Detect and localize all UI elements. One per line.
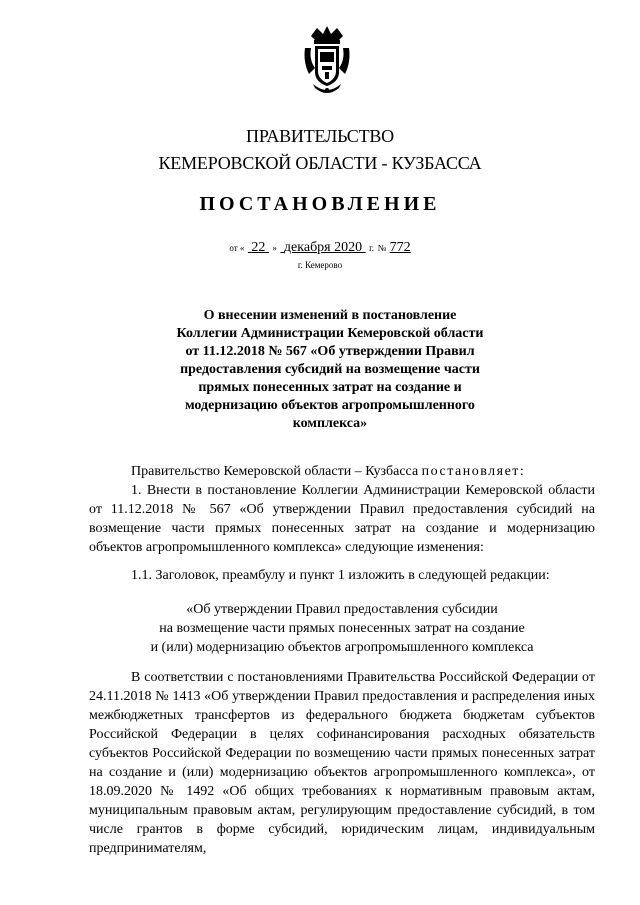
title-line: О внесении изменений в постановление [203, 308, 457, 323]
quote-line: «Об утверждении Правил предоставления субсидии [186, 602, 498, 617]
government-name-line1: ПРАВИТЕЛЬСТВО [246, 126, 394, 146]
dateline-from: от « [229, 243, 245, 253]
dateline-month-year: декабря 2020 [283, 240, 363, 255]
decree-dateline [0, 240, 640, 256]
quoted-title [89, 600, 595, 657]
title-line: предоставления субсидий на возмещение части [180, 362, 480, 377]
decree-heading: ПОСТАНОВЛЕНИЕ [199, 193, 441, 215]
item-1-1-paragraph: 1.1. Заголовок, преамбулу и пункт 1 изложить в следующей редакции: [131, 568, 550, 583]
resolution-word: постановляет: [421, 464, 526, 479]
title-line: прямых понесенных затрат на создание и [198, 380, 462, 395]
dateline-close-quote: » [272, 243, 277, 253]
preamble-paragraph: В соответствии с постановлениями Правительства Российской Федерации от 24.11.2018 № 1413 «Об утверждении Правил предоставления и распределения иных межбюджетных трансфертов из федерального бюджета бюджетам субъектов Российской Федерации в целях софинансирования расходных обязательств субъектов Российской Федерации по возмещению части прямых понесенных затрат на создание и (или) модернизацию объектов агропромышленного комплекса», от 18.09.2020 № 1492 «Об общих требованиях к нормативным правовым актам, муниципальным правовым актам, регулирующим предоставление субсидий, в том числе грантов в форме субсидий, юридическим лицам, индивидуальным предпринимателям, [89, 670, 595, 856]
title-line: модернизацию объектов агропромышленного [185, 398, 475, 413]
item-1-paragraph: 1. Внести в постановление Коллегии Администрации Кемеровской области от 11.12.2018 № 567 «Об утверждении Правил предоставления субсидий на возмещение части прямых понесенных затрат на создание и модернизацию объектов агропромышленного комплекса» следующие изменения: [89, 483, 595, 555]
dateline-year-suffix: г. [369, 243, 375, 253]
coat-of-arms-icon [301, 22, 353, 98]
dateline-day: 22 [251, 240, 266, 255]
title-line: Коллегии Администрации Кемеровской области [176, 326, 484, 341]
government-name-line2: КЕМЕРОВСКОЙ ОБЛАСТИ - КУЗБАССА [158, 153, 482, 173]
dateline-number-label: № [377, 243, 387, 253]
dateline-number: 772 [389, 240, 411, 255]
dateline-city: г. Кемерово [297, 260, 343, 270]
intro-paragraph: Правительство Кемеровской области – Кузбасса постановляет: [131, 464, 526, 479]
quote-line: на возмещение части прямых понесенных затрат на создание [159, 621, 525, 636]
document-title [150, 307, 510, 433]
quote-line: и (или) модернизацию объектов агропромышленного комплекса [150, 640, 534, 655]
title-line: комплекса» [292, 416, 368, 431]
title-line: от 11.12.2018 № 567 «Об утверждении Правил [185, 344, 475, 359]
